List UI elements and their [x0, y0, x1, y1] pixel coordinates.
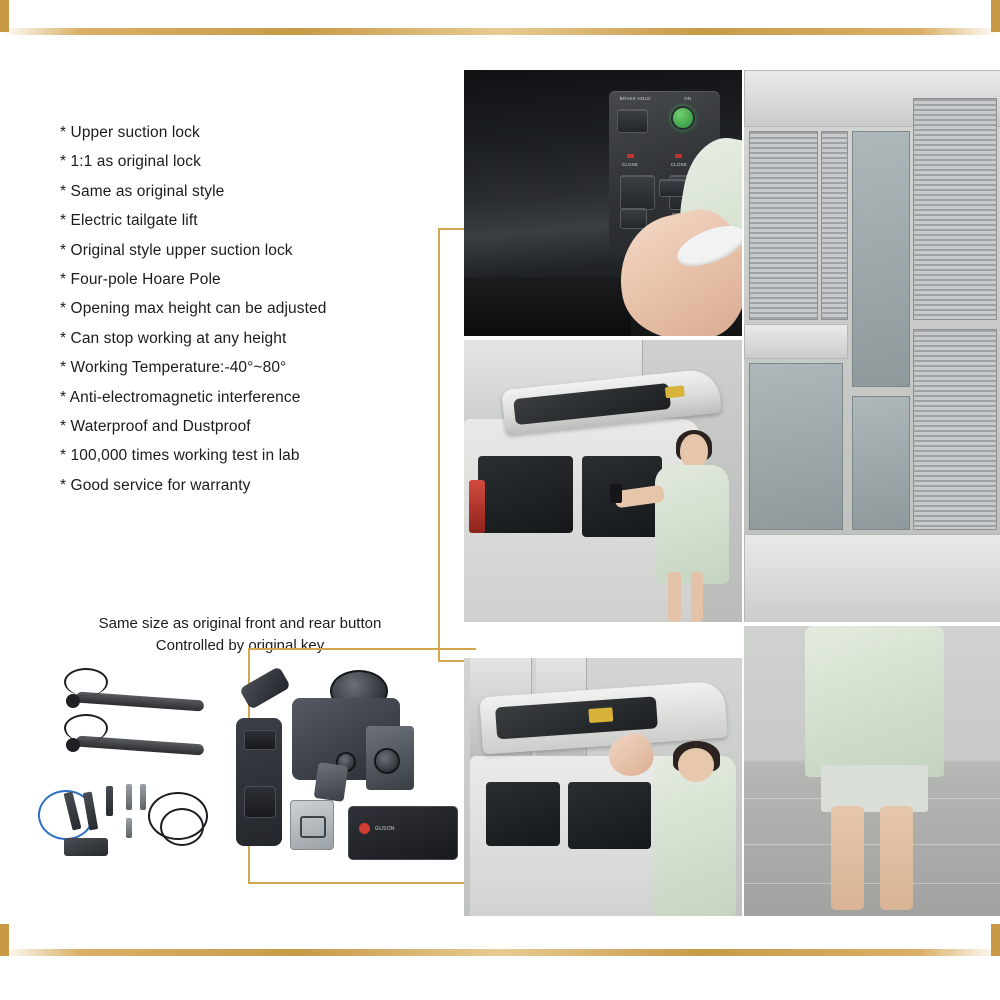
- feature-item: * Good service for warranty: [60, 476, 251, 494]
- head: [678, 748, 714, 782]
- dashboard-switch-photo: [464, 70, 742, 336]
- top-gold-bar: [0, 28, 1000, 35]
- van-side-window: [478, 456, 573, 533]
- mounting-bracket: [106, 786, 113, 816]
- brand-logo-icon: [359, 823, 370, 834]
- strut-cable: [64, 668, 108, 696]
- facade-louver: [913, 98, 997, 321]
- feature-item: * 100,000 times working test in lab: [60, 447, 300, 465]
- remote-key: [610, 484, 622, 503]
- parts-caption-line1: Same size as original front and rear button: [98, 615, 382, 632]
- facade-louver: [821, 131, 849, 321]
- facade-louver: [749, 131, 818, 321]
- facade-base: [744, 534, 1000, 622]
- bolt: [140, 784, 146, 810]
- floor-mat: [464, 277, 631, 336]
- facade-glass: [852, 131, 910, 387]
- wiring-harness: [160, 808, 204, 846]
- on-label: ON: [684, 96, 692, 102]
- corner-block-bottom-right: [991, 924, 1000, 956]
- rocker-switch[interactable]: [244, 730, 276, 750]
- facade-glass: [852, 396, 910, 530]
- taillight: [469, 480, 486, 533]
- latch-arm: [314, 762, 349, 802]
- van-side-window: [486, 782, 560, 846]
- leg: [831, 806, 864, 910]
- ecu-brand-label: GUSON: [375, 826, 395, 832]
- strut-cable: [64, 714, 108, 742]
- woman-on-street-photo: [744, 626, 1000, 916]
- facade-louver: [913, 329, 997, 530]
- pavement-line: [744, 883, 1000, 884]
- facade-glass: [749, 363, 843, 531]
- van-rear-opening: [568, 782, 650, 849]
- bolt: [126, 784, 132, 810]
- close-indicator-right: [675, 154, 682, 158]
- feature-item: * Opening max height can be adjusted: [60, 300, 327, 318]
- leg: [691, 572, 703, 622]
- pavement-line: [744, 844, 1000, 845]
- feature-item: * Waterproof and Dustproof: [60, 418, 251, 436]
- tailgate-marker: [664, 385, 685, 399]
- feature-item: * Anti-electromagnetic interference: [60, 388, 301, 406]
- shorts: [821, 765, 929, 811]
- brake-hold-switch[interactable]: [617, 109, 648, 132]
- feature-item: * Four-pole Hoare Pole: [60, 271, 221, 289]
- power-slide-door-left-switch[interactable]: [620, 175, 655, 210]
- feature-item: * Original style upper suction lock: [60, 241, 293, 259]
- mounting-plate: [64, 838, 108, 856]
- ecu-control-box: [348, 806, 458, 860]
- feature-item: * Same as original style: [60, 182, 225, 200]
- leg: [880, 806, 913, 910]
- close-indicator-left: [627, 154, 634, 158]
- econ-button[interactable]: [671, 106, 695, 130]
- module-icon: [300, 816, 326, 838]
- bolt: [126, 818, 132, 838]
- corner-block-top-left: [0, 0, 9, 32]
- latch-roller: [374, 748, 400, 774]
- coat: [805, 626, 943, 777]
- feature-item: * Can stop working at any height: [60, 329, 287, 347]
- feature-item: * Upper suction lock: [60, 124, 200, 141]
- leg: [668, 572, 680, 622]
- bottom-gold-bar: [0, 949, 1000, 956]
- brake-hold-label: BRAKE HOLD: [619, 96, 651, 102]
- corner-block-top-right: [991, 0, 1000, 32]
- van-body: [470, 756, 676, 916]
- building-facade-photo: [744, 70, 1000, 622]
- feature-list: [60, 118, 440, 500]
- woman-with-remote: [642, 430, 737, 622]
- motor-body: [239, 666, 291, 710]
- head: [680, 434, 708, 469]
- feature-item: * Electric tailgate lift: [60, 212, 198, 230]
- coat: [655, 465, 729, 584]
- tailgate-open-remote-photo: [464, 340, 742, 622]
- parts-flatlay: [30, 660, 450, 890]
- facade-slab: [744, 324, 848, 359]
- parking-brake-switch[interactable]: [620, 208, 647, 229]
- tailgate-button[interactable]: [588, 708, 613, 723]
- feature-item: * 1:1 as original lock: [60, 153, 201, 171]
- parts-caption-line2: Controlled by original key: [155, 637, 325, 654]
- tailgate-hand-button-photo: [464, 658, 742, 916]
- switch-button[interactable]: [244, 786, 276, 818]
- close-label-left: CLOSE: [621, 162, 639, 168]
- strut-end-cap: [66, 694, 80, 708]
- corner-block-bottom-left: [0, 924, 9, 956]
- tailgate-glass: [513, 383, 671, 425]
- close-label-right: CLOSE: [670, 162, 688, 168]
- feature-item: * Working Temperature:-40°~80°: [60, 359, 287, 377]
